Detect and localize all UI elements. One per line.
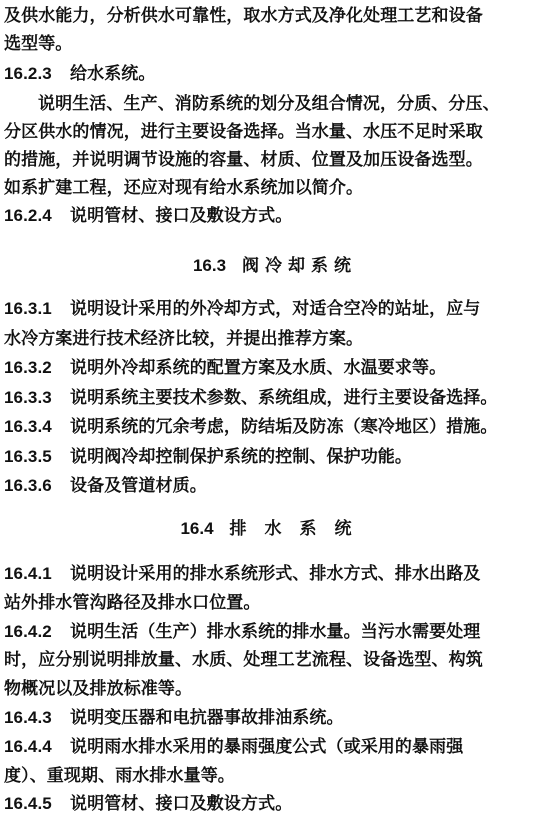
clause-text: 说明系统主要技术参数、系统组成，进行主要设备选择。	[70, 387, 498, 408]
clause-text: 说明变压器和电抗器事故排油系统。	[70, 708, 344, 728]
clause-number: 16.2.4	[4, 206, 52, 225]
section-heading-16-3	[4, 254, 546, 278]
section-heading-16-4	[4, 517, 546, 541]
clause-line	[4, 735, 463, 759]
clause-line	[4, 474, 207, 498]
clause-line	[4, 792, 292, 816]
paragraph-line	[38, 92, 500, 116]
clause-text: 说明生活（生产）排水系统的排水量。当污水需要处理	[70, 621, 481, 642]
clause-continuation-line	[4, 648, 483, 672]
clause-number: 16.4.4	[4, 736, 52, 756]
text: 及供水能力，分析供水可靠性，取水方式及净化处理工艺和设备	[4, 6, 483, 26]
clause-text: 说明阀冷却控制保护系统的控制、保护功能。	[70, 446, 412, 467]
text: 选型等。	[4, 34, 73, 54]
paragraph-line	[4, 148, 483, 172]
clause-continuation-line	[4, 327, 363, 351]
paragraph-line	[4, 4, 483, 28]
paragraph-line	[4, 176, 363, 200]
clause-line	[4, 297, 480, 321]
clause-text: 说明系统的冗余考虑，防结垢及防冻（寒冷地区）措施。	[70, 417, 498, 437]
clause-text: 说明雨水排水采用的暴雨强度公式（或采用的暴雨强	[70, 736, 464, 757]
clause-text: 站外排水管沟路径及排水口位置。	[4, 592, 261, 613]
clause-number: 16.4.3	[4, 708, 52, 727]
clause-text: 时，应分别说明排放量、水质、处理工艺流程、设备选型、构筑	[4, 650, 483, 671]
clause-number: 16.4.2	[4, 621, 52, 641]
clause-number: 16.3.4	[4, 417, 52, 436]
clause-number: 16.4.1	[4, 564, 52, 583]
clause-number: 16.2.3	[4, 64, 52, 83]
section-title: 阀冷却系统	[242, 256, 358, 276]
clause-text: 给水系统。	[70, 64, 156, 84]
text: 如系扩建工程，还应对现有给水系统加以简介。	[4, 178, 364, 198]
clause-text: 度）、重现期、雨水排水量等。	[4, 765, 235, 786]
clause-continuation-line	[4, 677, 192, 701]
clause-line	[4, 386, 498, 410]
clause-16-2-4	[4, 204, 292, 228]
text: 说明生活、生产、消防系统的划分及组合情况，分质、分压、	[38, 94, 500, 114]
clause-line	[4, 415, 498, 439]
section-number: 16.3	[192, 256, 227, 275]
clause-number: 16.3.6	[4, 476, 52, 495]
clause-continuation-line	[4, 764, 235, 788]
clause-number: 16.3.5	[4, 446, 52, 466]
clause-number: 16.4.5	[4, 794, 52, 814]
clause-line	[4, 620, 480, 644]
clause-text: 说明管材、接口及敷设方式。	[70, 794, 293, 815]
clause-number: 16.3.1	[4, 299, 52, 318]
clause-line	[4, 356, 446, 380]
text: 分区供水的情况，进行主要设备选择。当水量、水压不足时采取	[4, 122, 483, 142]
section-number: 16.4	[180, 519, 214, 538]
clause-line	[4, 445, 412, 469]
clause-text: 设备及管道材质。	[70, 476, 207, 496]
section-title: 排水系统	[229, 519, 370, 539]
clause-continuation-line	[4, 591, 261, 615]
clause-text: 水冷方案进行技术经济比较，并提出推荐方案。	[4, 328, 364, 349]
clause-number: 16.3.3	[4, 387, 52, 407]
clause-line	[4, 706, 344, 730]
clause-text: 说明外冷却系统的配置方案及水质、水温要求等。	[70, 358, 447, 378]
clause-text: 说明管材、接口及敷设方式。	[70, 206, 293, 226]
clause-text: 说明设计采用的外冷却方式，对适合空冷的站址，应与	[70, 299, 481, 319]
clause-16-2-3	[4, 62, 156, 86]
paragraph-line	[4, 120, 483, 144]
clause-number: 16.3.2	[4, 358, 52, 377]
text: 的措施，并说明调节设施的容量、材质、位置及加压设备选型。	[4, 150, 483, 170]
paragraph-line	[4, 32, 72, 56]
clause-line	[4, 562, 480, 586]
clause-text: 说明设计采用的排水系统形式、排水方式、排水出路及	[70, 564, 481, 584]
clause-text: 物概况以及排放标准等。	[4, 679, 193, 700]
